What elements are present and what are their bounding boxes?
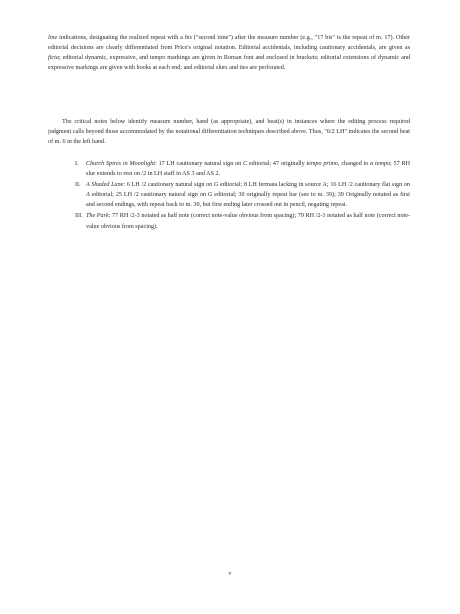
italic-text: G xyxy=(207,192,213,199)
page-number: v xyxy=(228,571,232,577)
critical-note-item xyxy=(48,159,410,179)
critical-notes-list xyxy=(48,159,410,233)
note-numeral: III. xyxy=(75,213,83,220)
note-text: Church Spires in Moonlight: 17 LH cautionary natural sign on C editorial; 47 originally tempo primo, changed to a tempo; 57 RH slur extends to rest on /2 in LH staff in AS 3 and AS 2. xyxy=(86,161,410,178)
italic-text: ficta xyxy=(48,55,59,62)
italic-text: A Shaded Lane xyxy=(86,182,124,189)
italic-text: C xyxy=(243,161,248,167)
italic-text: tempo primo xyxy=(306,161,338,167)
note-text: A Shaded Lane: 6 LH /2 cautionary natural sign on G editorial; 8 LH fermata lacking in source A; 16 LH /2 cautionary flat sign on A editorial; 25 LH /2 cautionary natural sign on G editorial; 30 originally repeat bar (see to m. 39); 39 Originally notated as first and second endings, with repeat back to m. 30, but first ending later crossed out in pencil, negating repeat. xyxy=(86,182,410,209)
intro-paragraph-1: line indications, designating the realized repeat with a bis ("second time") after the measure number (e.g., "17 bis" is the repeat of m. 17). Other editorial decisions are clearly differentiated from Price's original notation. Editorial accidentals, including cautionary accidentals, are given as ficta; editorial dynamic, expressive, and tempo markings are given in Roman font and enclosed in brackets; editorial extensions of dynamic and expressive markings are given with hooks at each end; and editorial slurs and ties are perforated. xyxy=(48,35,410,72)
note-text: The Park: 77 RH /2-3 notated as half note (correct note-value obvious from spacing); 79 RH /2-3 notated as half note (correct note-value obvious from spacing). xyxy=(86,213,410,230)
italic-text: G xyxy=(213,182,219,189)
note-numeral: II. xyxy=(75,182,81,189)
italic-text: A xyxy=(86,192,90,199)
critical-note-item xyxy=(48,211,410,231)
critical-note-item xyxy=(48,180,410,210)
intro-paragraph-2: The critical notes below identify measure number, hand (as appropriate), and beat(s) in instances where the editing process required judgment calls beyond those accommodated by the notational differentiation techniques described above. Thus, "6/2 LH" indicates the second beat of m. 6 in the left hand. xyxy=(48,119,410,146)
italic-text: The Park xyxy=(86,213,109,220)
italic-text: line xyxy=(48,35,58,41)
italic-text: a tempo xyxy=(370,161,391,167)
italic-text: Church Spires in Moonlight xyxy=(86,161,156,167)
italic-text: bis xyxy=(184,35,192,41)
note-numeral: I. xyxy=(75,161,79,167)
